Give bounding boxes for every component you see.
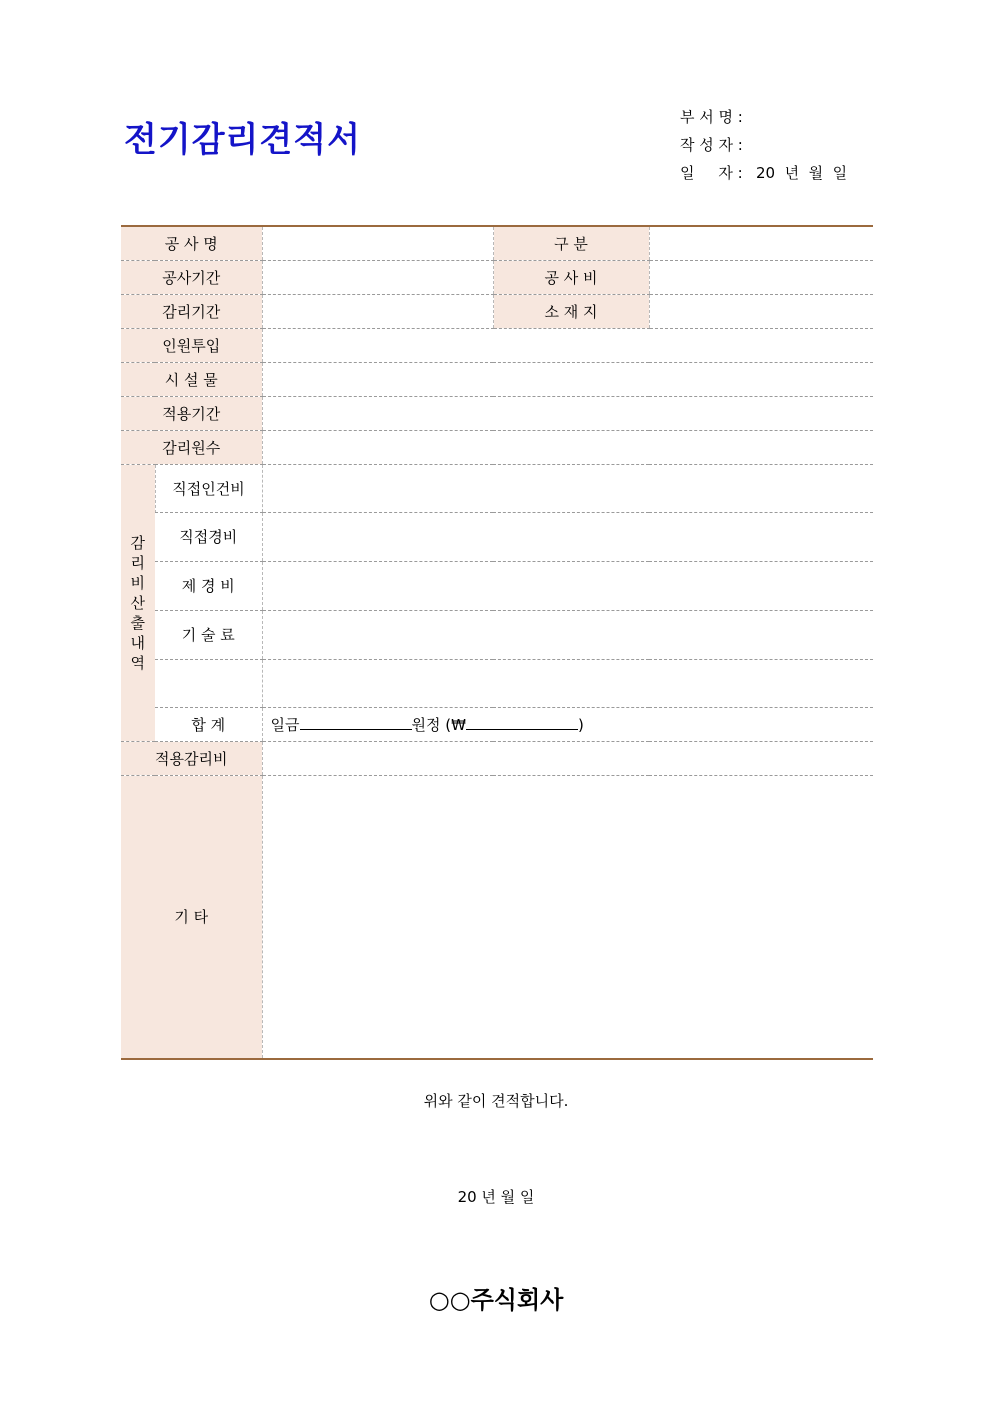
date-field[interactable]: 20 년 월 일 (756, 164, 848, 182)
label-location: 소 재 지 (493, 294, 649, 328)
label-technical-fee: 기 술 료 (155, 610, 262, 659)
group-char: 비 (130, 573, 145, 592)
amount-korean-blank[interactable] (300, 715, 412, 730)
breakdown-group-label (121, 464, 155, 741)
supervision-period-field[interactable] (262, 294, 493, 328)
blank-item-field[interactable] (262, 659, 873, 707)
company-name: ○○주식회사 (428, 1286, 564, 1314)
total-middle: 원정 (₩ (411, 715, 466, 734)
group-char: 출 (130, 613, 145, 632)
meta-label: 부 서 명 : (680, 108, 743, 126)
overhead-field[interactable] (262, 561, 873, 610)
location-field[interactable] (649, 294, 873, 328)
label-applied-fee: 적용감리비 (121, 741, 262, 775)
label-personnel: 인원투입 (121, 328, 262, 362)
direct-expense-field[interactable] (262, 512, 873, 561)
supervisor-count-field[interactable] (262, 430, 873, 464)
total-prefix: 일금 (270, 715, 300, 734)
group-char: 리 (130, 553, 145, 572)
group-char: 감 (130, 533, 145, 552)
total-suffix: ) (577, 715, 584, 734)
label-construction-cost: 공 사 비 (493, 260, 649, 294)
label-facility: 시 설 물 (121, 362, 262, 396)
project-name-field[interactable] (262, 226, 493, 260)
total-field[interactable] (262, 707, 873, 741)
direct-labor-field[interactable] (262, 464, 873, 512)
meta-label: 일 자 : (680, 164, 743, 182)
group-char: 내 (130, 633, 145, 652)
label-direct-expense: 직접경비 (155, 512, 262, 561)
meta-row-department (680, 103, 847, 131)
applied-period-field[interactable] (262, 396, 873, 430)
label-direct-labor: 직접인건비 (155, 464, 262, 512)
personnel-field[interactable] (262, 328, 873, 362)
group-char: 산 (130, 593, 145, 612)
label-category: 구 분 (493, 226, 649, 260)
amount-won-blank[interactable] (466, 715, 578, 730)
label-total: 합 계 (155, 707, 262, 741)
group-char: 역 (130, 653, 145, 672)
category-field[interactable] (649, 226, 873, 260)
document-title: 전기감리견적서 (124, 120, 361, 160)
meta-row-date (680, 159, 847, 187)
other-field[interactable] (262, 775, 873, 1059)
closing-statement: 위와 같이 견적합니다. (423, 1092, 569, 1110)
construction-period-field[interactable] (262, 260, 493, 294)
label-project-name: 공 사 명 (121, 226, 262, 260)
label-supervision-period: 감리기간 (121, 294, 262, 328)
label-other: 기 타 (121, 775, 262, 1059)
estimate-table (121, 225, 873, 1060)
label-overhead: 제 경 비 (155, 561, 262, 610)
meta-label: 작 성 자 : (680, 136, 743, 154)
facility-field[interactable] (262, 362, 873, 396)
label-construction-period: 공사기간 (121, 260, 262, 294)
meta-row-author (680, 131, 847, 159)
technical-fee-field[interactable] (262, 610, 873, 659)
label-blank-item (155, 659, 262, 707)
applied-fee-field[interactable] (262, 741, 873, 775)
document-meta (680, 103, 847, 187)
closing-date: 20 년 월 일 (457, 1188, 535, 1206)
label-supervisor-count: 감리원수 (121, 430, 262, 464)
construction-cost-field[interactable] (649, 260, 873, 294)
label-applied-period: 적용기간 (121, 396, 262, 430)
